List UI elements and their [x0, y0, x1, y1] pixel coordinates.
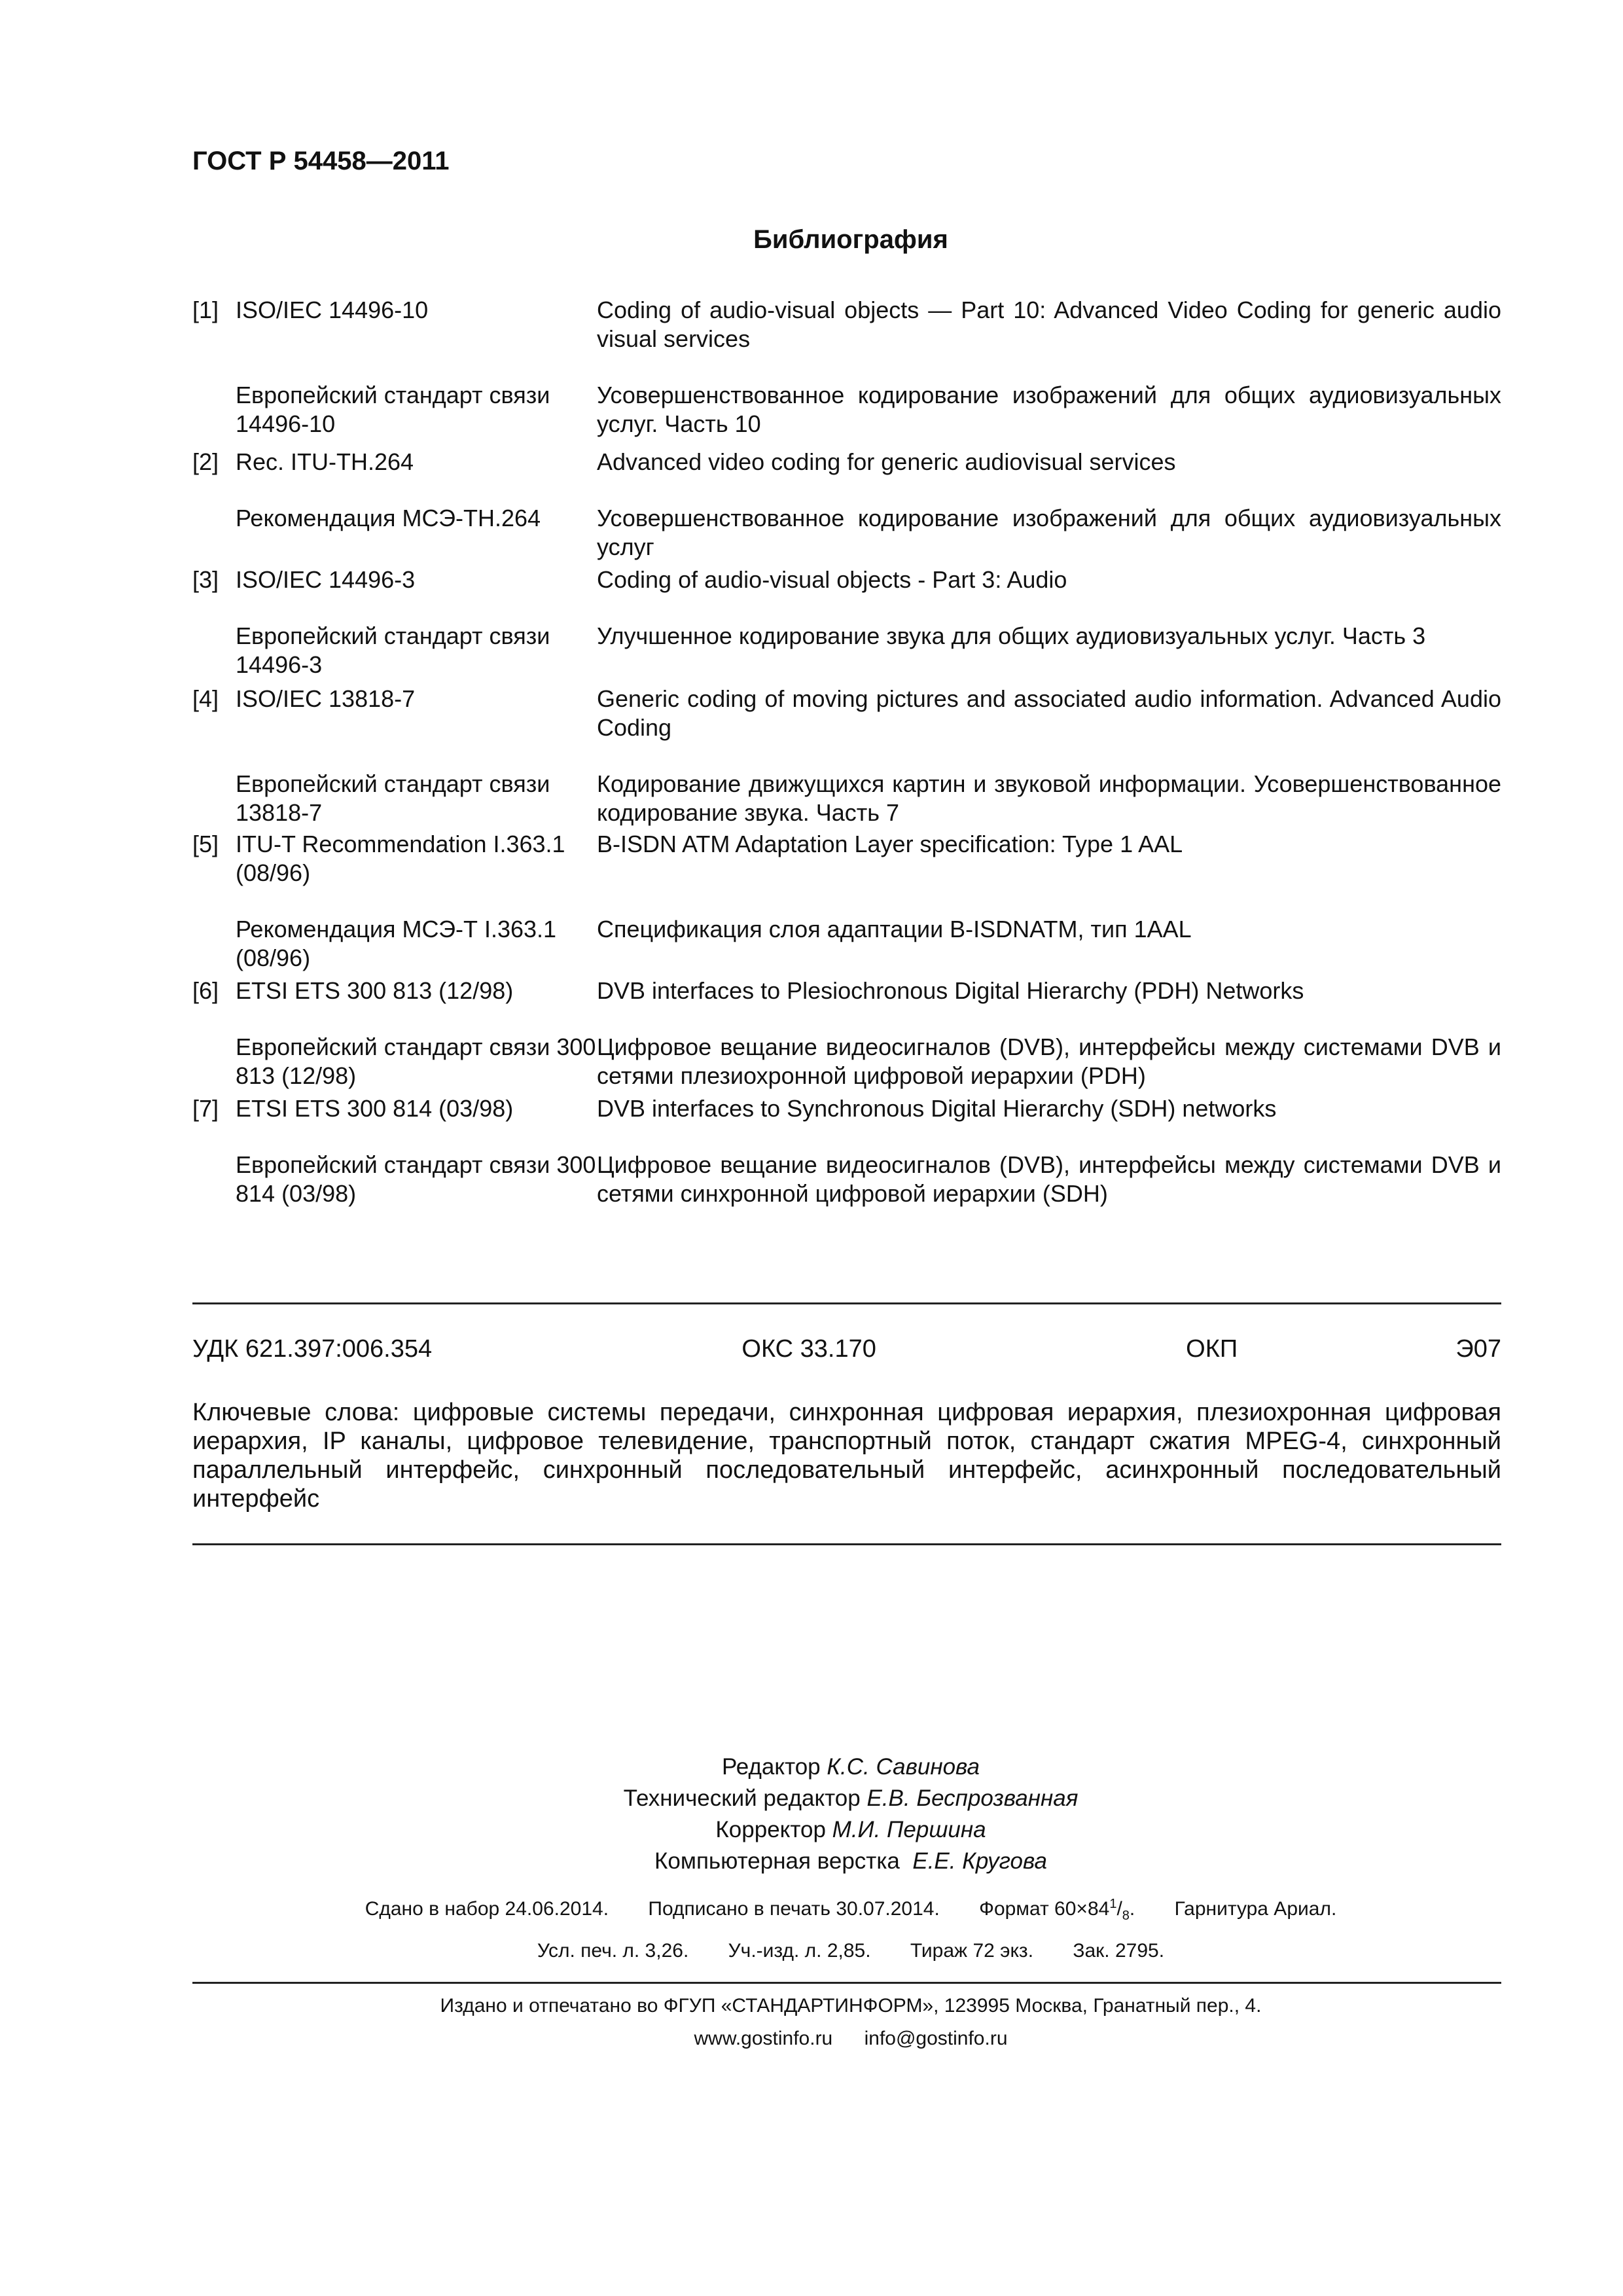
publisher-email[interactable]: info@gostinfo.ru	[864, 2028, 1008, 2049]
bibliography-entry	[192, 685, 1501, 830]
entry-code: Rec. ITU-TH.264	[236, 448, 414, 475]
entry-ru-description: Усовершенствованное кодирование изображений для общих аудиовизуальных услуг	[597, 505, 1501, 560]
entry-description: DVB interfaces to Synchronous Digital Hierarchy (SDH) networks	[597, 1095, 1277, 1122]
credit-name: Е.Е. Кругова	[912, 1848, 1047, 1874]
entry-number: [7]	[192, 1095, 219, 1122]
entry-description: Coding of audio-visual objects — Part 10: Advanced Video Coding for generic audio visual services	[597, 296, 1501, 352]
bibliography-entry	[192, 296, 1501, 448]
entry-ru-description: Цифровое вещание видеосигналов (DVB), интерфейсы между системами DVB и сетями синхронной цифровой иерархии (SDH)	[597, 1151, 1501, 1207]
entry-ru-description: Усовершенствованное кодирование изображений для общих аудиовизуальных услуг. Часть 10	[597, 382, 1501, 437]
entry-ru-description: Улучшенное кодирование звука для общих аудиовизуальных услуг. Часть 3	[597, 622, 1426, 649]
publisher-info	[0, 1990, 1623, 2055]
bibliography-list	[192, 296, 1501, 1208]
classifier-code: Э07	[1455, 1335, 1501, 1363]
udk-code: УДК 621.397:006.354	[192, 1335, 433, 1363]
entry-ru-description: Цифровое вещание видеосигналов (DVB), интерфейсы между системами DVB и сетями плезиохронной цифровой иерархии (PDH)	[597, 1033, 1501, 1089]
print-sheets: Усл. печ. л. 3,26.	[537, 1940, 689, 1962]
credit-role: Редактор	[721, 1754, 821, 1780]
divider-middle	[192, 1543, 1501, 1545]
divider-bottom	[192, 1982, 1501, 1984]
bibliography-entry	[192, 830, 1501, 977]
print-info	[0, 1885, 1623, 1967]
entry-ru-description: Кодирование движущихся картин и звуковой информации. Усовершенствованное кодирование звука. Часть 7	[597, 770, 1501, 826]
credit-proofreader	[79, 1814, 1623, 1846]
publishing-sheets: Уч.-изд. л. 2,85.	[728, 1940, 871, 1962]
entry-code: ETSI ETS 300 814 (03/98)	[236, 1095, 514, 1122]
entry-number: [4]	[192, 685, 219, 712]
entry-ru-code: Рекомендация МСЭ-Т I.363.1 (08/96)	[236, 916, 557, 971]
classification-row	[192, 1335, 1501, 1363]
bibliography-entry	[192, 565, 1501, 685]
circulation: Тираж 72 экз.	[910, 1940, 1034, 1962]
entry-number: [3]	[192, 566, 219, 593]
credit-layout	[79, 1846, 1623, 1877]
typeset-date: Сдано в набор 24.06.2014.	[365, 1898, 609, 1920]
entry-ru-description: Спецификация слоя адаптации B-ISDNATM, тип 1AAL	[597, 916, 1192, 942]
credit-name: Е.В. Беспрозванная	[866, 1785, 1079, 1811]
entry-description: Advanced video coding for generic audiovisual services	[597, 448, 1176, 475]
order-number: Зак. 2795.	[1073, 1940, 1165, 1962]
page-header: ГОСТ Р 54458—2011	[192, 147, 450, 175]
entry-ru-code: Европейский стандарт связи 14496-10	[236, 382, 550, 437]
entry-ru-code: Европейский стандарт связи 300 813 (12/98)	[236, 1033, 596, 1089]
credit-name: М.И. Першина	[832, 1817, 986, 1842]
okp-code: ОКП	[1186, 1335, 1238, 1363]
entry-ru-code: Европейский стандарт связи 14496-3	[236, 622, 550, 678]
typeface: Гарнитура Ариал.	[1174, 1898, 1337, 1920]
entry-ru-code: Рекомендация МСЭ-ТН.264	[236, 505, 541, 531]
entry-code: ITU-T Recommendation I.363.1 (08/96)	[236, 831, 565, 886]
credit-role: Корректор	[715, 1817, 826, 1842]
entry-description: Coding of audio-visual objects - Part 3: Audio	[597, 566, 1067, 593]
entry-ru-code: Европейский стандарт связи 300 814 (03/98)	[236, 1151, 596, 1207]
credit-name: К.С. Савинова	[827, 1754, 980, 1780]
signed-date: Подписано в печать 30.07.2014.	[648, 1898, 940, 1920]
entry-number: [2]	[192, 448, 219, 475]
publisher-website[interactable]: www.gostinfo.ru	[694, 2028, 833, 2049]
publisher-line: Издано и отпечатано во ФГУП «СТАНДАРТИНФОРМ», 123995 Москва, Гранатный пер., 4.	[440, 1995, 1262, 2017]
credit-role: Компьютерная верстка	[654, 1848, 900, 1874]
entry-code: ETSI ETS 300 813 (12/98)	[236, 977, 514, 1004]
entry-code: ISO/IEC 14496-10	[236, 296, 429, 323]
credit-role: Технический редактор	[623, 1785, 861, 1811]
bibliography-title: Библиография	[753, 225, 948, 254]
entry-code: ISO/IEC 13818-7	[236, 685, 416, 712]
entry-description: B-ISDN ATM Adaptation Layer specification: Type 1 AAL	[597, 831, 1183, 857]
credit-editor	[79, 1751, 1623, 1783]
entry-description: DVB interfaces to Plesiochronous Digital Hierarchy (PDH) Networks	[597, 977, 1304, 1004]
entry-description: Generic coding of moving pictures and associated audio information. Advanced Audio Coding	[597, 685, 1501, 741]
entry-code: ISO/IEC 14496-3	[236, 566, 416, 593]
bibliography-entry	[192, 448, 1501, 565]
divider-top	[192, 1302, 1501, 1304]
oks-code: ОКС 33.170	[741, 1335, 876, 1363]
bibliography-entry	[192, 1094, 1501, 1208]
credit-tech-editor	[79, 1783, 1623, 1814]
keywords: Ключевые слова: цифровые системы передачи, синхронная цифровая иерархия, плезиохронная цифровая иерархия, IP каналы, цифровое телевидение, транспортный поток, стандарт сжатия MPEG-4, синхронный параллельный интерфейс, синхронный последовательный интерфейс, асинхронный последовательный интерфейс	[192, 1399, 1501, 1513]
entry-number: [1]	[192, 296, 219, 323]
entry-number: [6]	[192, 977, 219, 1004]
entry-number: [5]	[192, 831, 219, 857]
entry-ru-code: Европейский стандарт связи 13818-7	[236, 770, 550, 826]
paper-format: Формат $60\times 84^1/_8$.	[979, 1897, 1135, 1923]
credits-block	[0, 1751, 1623, 1877]
bibliography-entry	[192, 977, 1501, 1094]
